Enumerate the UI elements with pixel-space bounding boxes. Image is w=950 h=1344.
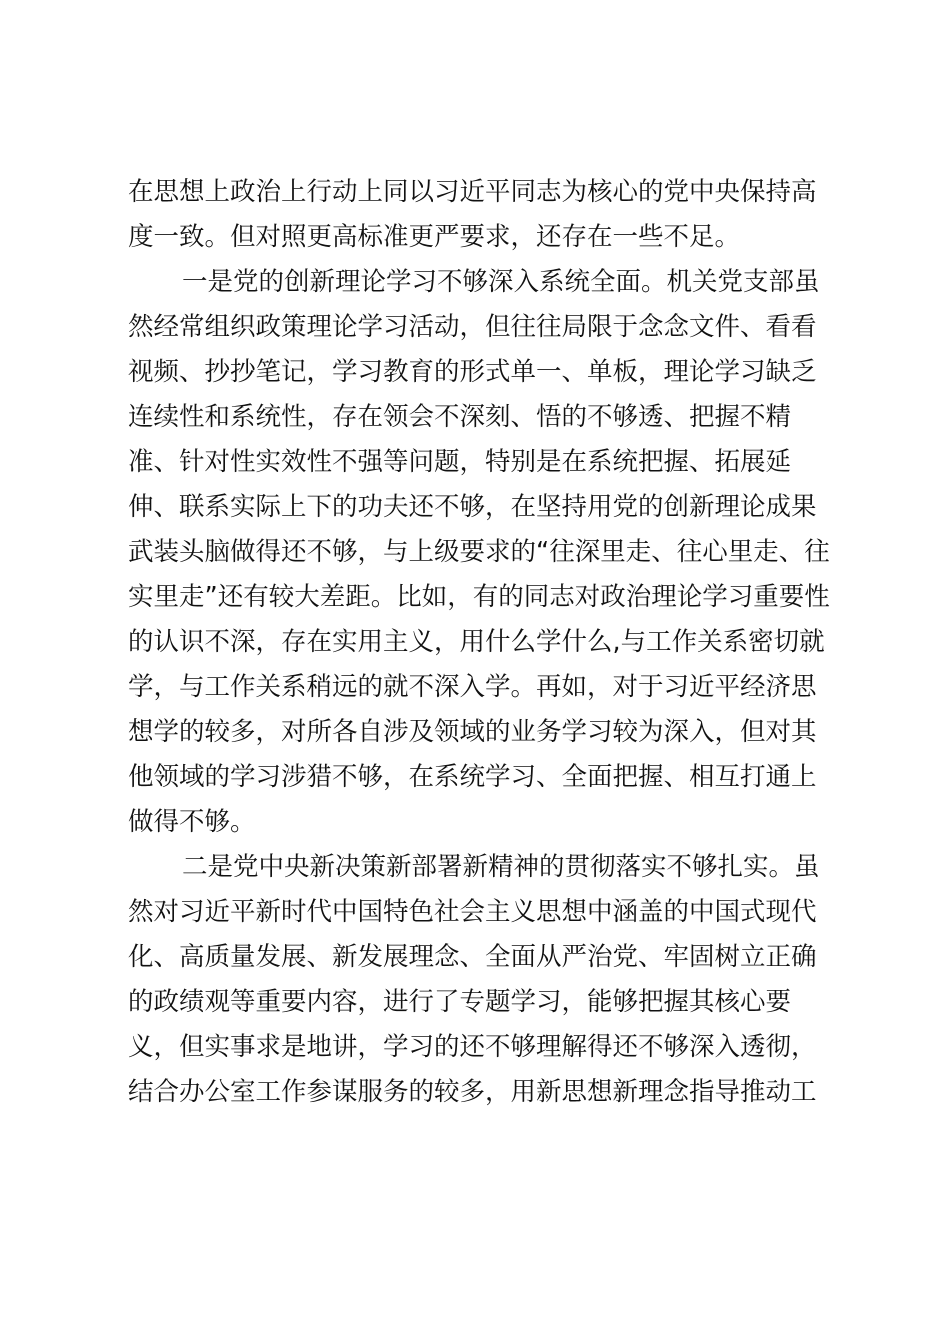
text-line: 实里走”还有较大差距。比如，有的同志对政治理论学习重要性: [128, 582, 830, 612]
paragraph-start-line: 二是党中央新决策新部署新精神的贯彻落实不够扎实。虽: [182, 852, 820, 882]
text-line: 视频、抄抄笔记，学习教育的形式单一、单板，理论学习缺乏: [128, 357, 817, 387]
text-line: 在思想上政治上行动上同以习近平同志为核心的党中央保持高: [128, 177, 817, 207]
text-line: 结合办公室工作参谋服务的较多，用新思想新理念指导推动工: [128, 1077, 817, 1107]
text-line: 准、针对性实效性不强等问题，特别是在系统把握、拓展延: [128, 447, 792, 477]
text-line: 学，与工作关系稍远的就不深入学。再如，对于习近平经济思: [128, 672, 817, 702]
text-line: 想学的较多，对所各自涉及领域的业务学习较为深入，但对其: [128, 717, 817, 747]
paragraph-start-line: 一是党的创新理论学习不够深入系统全面。机关党支部虽: [182, 267, 820, 297]
document-body: [128, 170, 828, 1115]
text-line: 义，但实事求是地讲，学习的还不够理解得还不够深入透彻，: [128, 1032, 817, 1062]
text-line: 度一致。但对照更高标准更严要求，还存在一些不足。: [128, 222, 741, 252]
text-line: 然对习近平新时代中国特色社会主义思想中涵盖的中国式现代: [128, 897, 817, 927]
text-line: 的认识不深，存在实用主义，用什么学什么,与工作关系密切就: [128, 627, 825, 657]
text-line: 他领域的学习涉猎不够，在系统学习、全面把握、相互打通上: [128, 762, 817, 792]
text-line: 伸、联系实际上下的功夫还不够，在坚持用党的创新理论成果: [128, 492, 817, 522]
text-line: 化、高质量发展、新发展理念、全面从严治党、牢固树立正确: [128, 942, 817, 972]
text-line: 武装头脑做得还不够，与上级要求的“往深里走、往心里走、往: [128, 537, 830, 567]
text-line: 做得不够。: [128, 807, 256, 837]
text-line: 的政绩观等重要内容，进行了专题学习，能够把握其核心要: [128, 987, 792, 1017]
text-line: 连续性和系统性，存在领会不深刻、悟的不够透、把握不精: [128, 402, 792, 432]
text-line: 然经常组织政策理论学习活动，但往往局限于念念文件、看看: [128, 312, 817, 342]
